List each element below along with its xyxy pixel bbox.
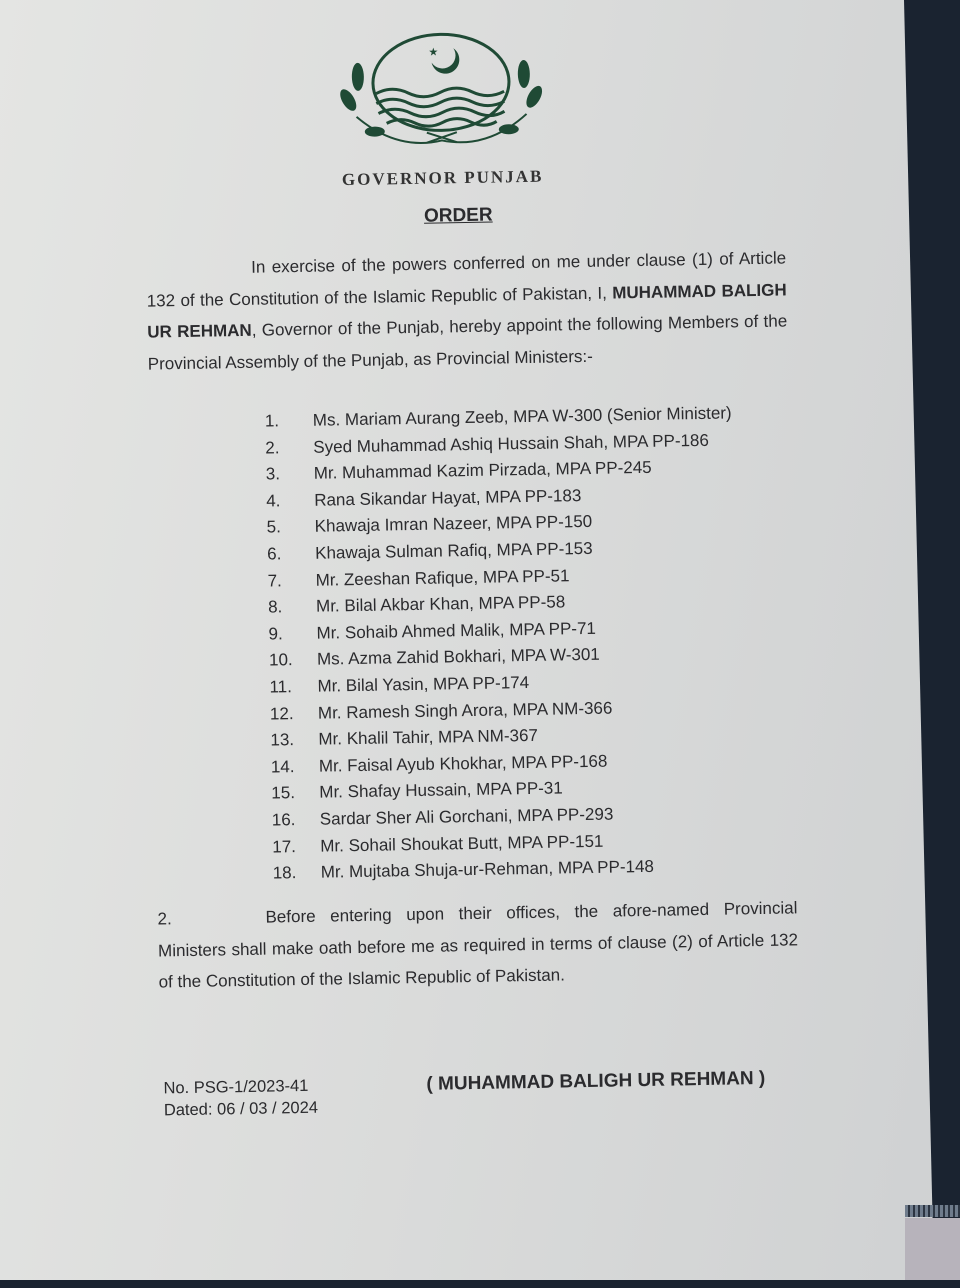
item-number: 1. [264, 411, 280, 431]
punjab-emblem-icon [335, 29, 547, 158]
signatory-name: ( MUHAMMAD BALIGH UR REHMAN ) [426, 1067, 766, 1095]
ministers-list [265, 400, 740, 887]
minister-entry: Mr. Muhammad Kazim Pirzada, MPA PP-245 [313, 457, 652, 483]
minister-entry: Mr. Sohaib Ahmed Malik, MPA PP-71 [316, 618, 597, 643]
item-number: 10. [268, 650, 293, 670]
minister-entry: Khawaja Sulman Rafiq, MPA PP-153 [314, 538, 593, 563]
governor-name: MUHAMMAD BALIGH UR REHMAN [147, 279, 787, 342]
item-number: 3. [265, 464, 281, 484]
item-number: 6. [267, 544, 282, 564]
minister-entry: Mr. Bilal Yasin, MPA PP-174 [317, 672, 530, 696]
item-number: 8. [267, 597, 283, 617]
minister-entry: Mr. Mujtaba Shuja-ur-Rehman, MPA PP-148 [320, 856, 655, 882]
minister-entry: Mr. Khalil Tahir, MPA NM-367 [318, 725, 539, 749]
item-number: 17. [272, 836, 297, 856]
item-number: 5. [266, 517, 282, 537]
reference-block [163, 1075, 318, 1122]
paragraph-2-text: Before entering upon their offices, the afore-named Provincial Ministers shall make oath before me as required in terms of clause (2) of Article 132 of the Constitution of the Islamic Republic of Pakistan. [157, 898, 799, 992]
minister-entry: Syed Muhammad Ashiq Hussain Shah, MPA PP-186 [313, 430, 710, 457]
date: Dated: 06 / 03 / 2024 [163, 1098, 319, 1120]
reference-number: No. PSG-1/2023-41 [163, 1076, 309, 1098]
item-number: 13. [270, 730, 295, 750]
item-number: 2. [265, 437, 280, 458]
item-number: 16. [271, 809, 296, 830]
minister-entry: Mr. Ramesh Singh Arora, MPA NM-366 [317, 698, 613, 723]
paragraph-1-lead: In exercise of the powers conferred on me under clause (1) of Article 132 of the Constitution of the Islamic Republic of Pakistan, I, [146, 248, 787, 311]
item-number: 11. [269, 677, 293, 697]
paragraph-2 [157, 892, 799, 998]
minister-entry: Mr. Faisal Ayub Khokhar, MPA PP-168 [318, 751, 608, 776]
minister-entry: Rana Sikandar Hayat, MPA PP-183 [314, 485, 582, 510]
item-number: 18. [272, 863, 297, 883]
item-number: 14. [270, 756, 295, 777]
minister-entry: Mr. Sohail Shoukat Butt, MPA PP-151 [320, 831, 604, 856]
item-number: 15. [271, 783, 296, 803]
minister-entry: Khawaja Imran Nazeer, MPA PP-150 [314, 512, 593, 537]
svg-text:★: ★ [428, 46, 439, 59]
item-number: 12. [269, 703, 294, 724]
paragraph-number: 2. [157, 909, 172, 929]
paragraph-1-rest: , Governor of the Punjab, hereby appoint the following Members of the Provincial Assembly of the Punjab, as Provincial Ministers:- [147, 311, 788, 374]
minister-entry: Ms. Mariam Aurang Zeeb, MPA W-300 (Senior Minister) [312, 403, 732, 430]
document-title: ORDER [423, 204, 493, 227]
paragraph-1 [146, 242, 788, 379]
item-number: 4. [266, 491, 281, 511]
minister-entry: Mr. Zeeshan Rafique, MPA PP-51 [315, 565, 570, 590]
minister-entry: Mr. Bilal Akbar Khan, MPA PP-58 [315, 592, 566, 616]
item-number: 9. [268, 624, 283, 644]
minister-entry: Mr. Shafay Hussain, MPA PP-31 [319, 778, 563, 802]
minister-entry: Sardar Sher Ali Gorchani, MPA PP-293 [319, 804, 614, 829]
office-heading: GOVERNOR PUNJAB [341, 166, 544, 190]
item-number: 7. [267, 570, 282, 591]
minister-entry: Ms. Azma Zahid Bokhari, MPA W-301 [316, 645, 600, 670]
